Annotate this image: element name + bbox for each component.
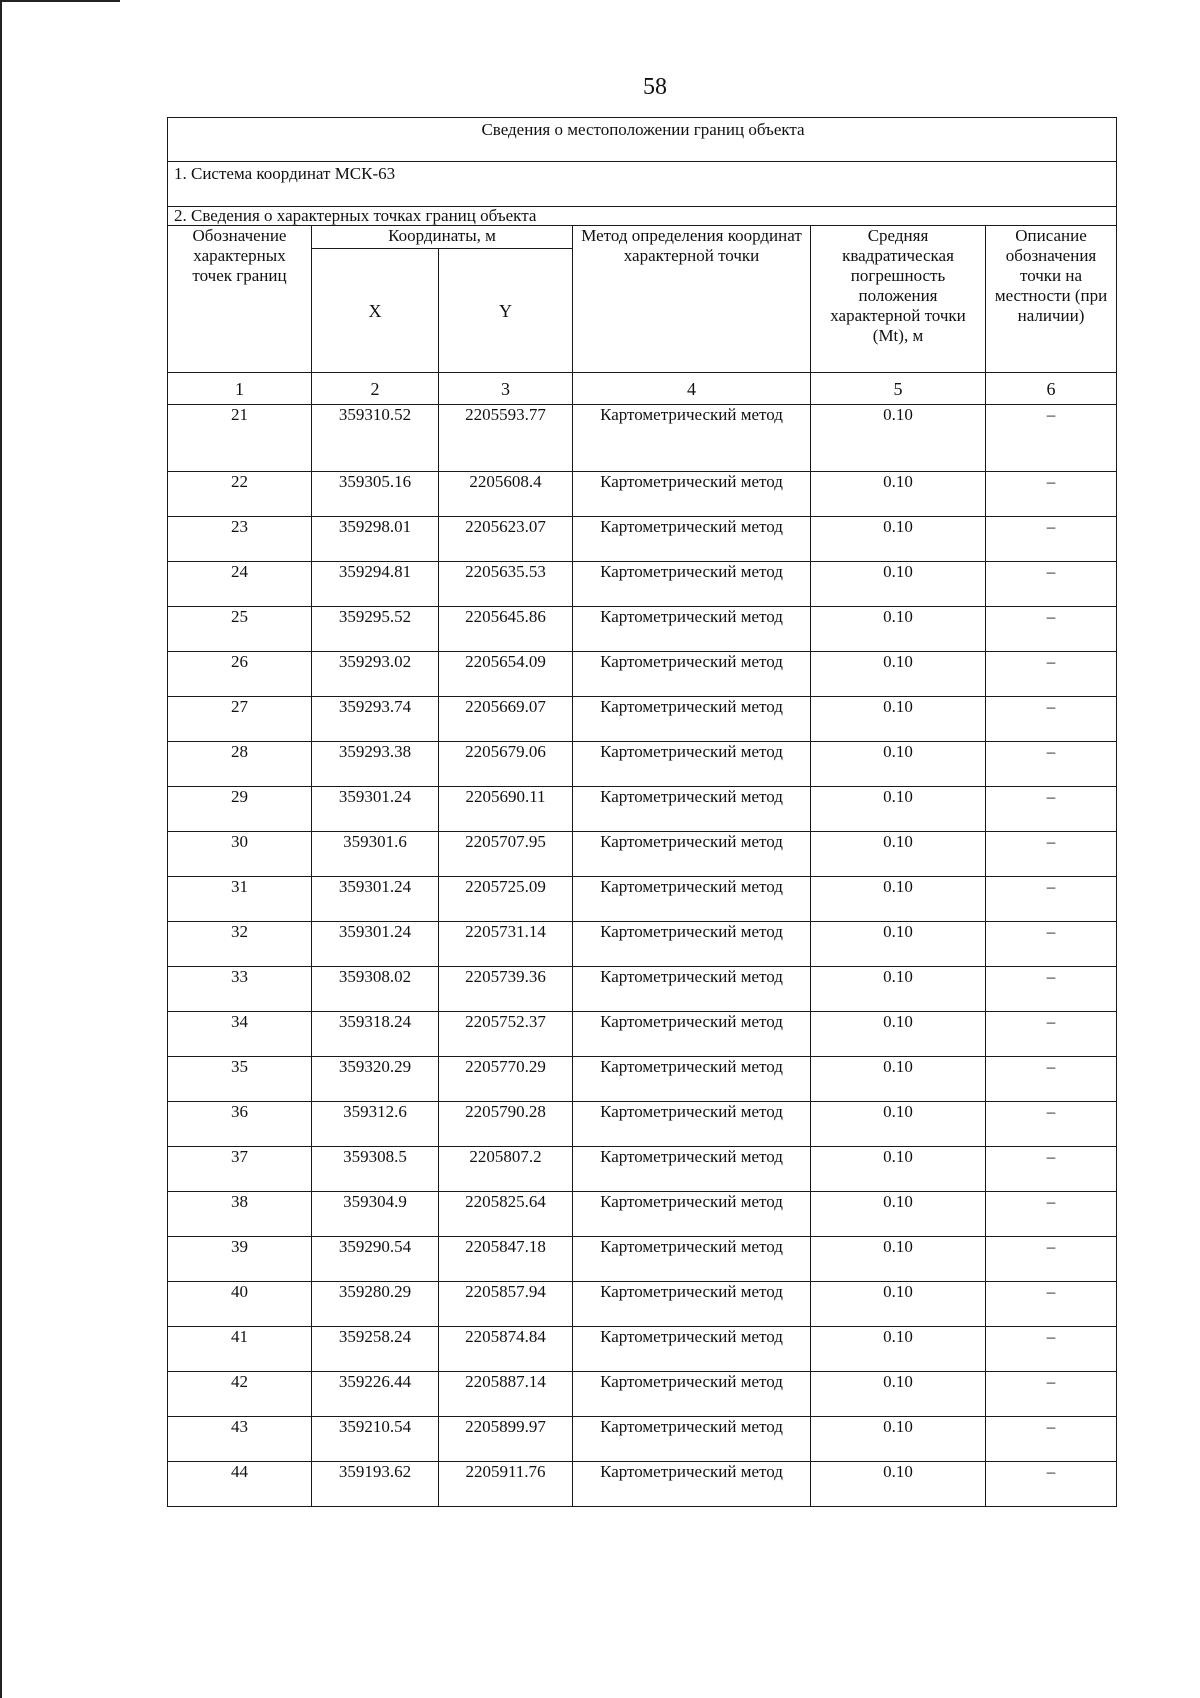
coordinate-system-row: [168, 162, 1117, 207]
error-value: 0.10: [811, 517, 986, 562]
error-value: 0.10: [811, 1462, 986, 1507]
scan-edge-left: [0, 0, 2, 1698]
method-cell: Картометрический метод: [573, 517, 811, 562]
point-number: 23: [168, 517, 312, 562]
coord-x: 359294.81: [312, 562, 439, 607]
point-number: 32: [168, 922, 312, 967]
coord-x: 359301.24: [312, 877, 439, 922]
method-cell: Картометрический метод: [573, 1012, 811, 1057]
coord-x: 359290.54: [312, 1237, 439, 1282]
description-cell: –: [986, 1237, 1117, 1282]
description-cell: –: [986, 652, 1117, 697]
coord-y: 2205847.18: [439, 1237, 573, 1282]
description-cell: –: [986, 517, 1117, 562]
table-row: [168, 1462, 1117, 1507]
table-row: [168, 405, 1117, 472]
description-cell: –: [986, 967, 1117, 1012]
description-cell: –: [986, 405, 1117, 472]
table-row: [168, 1327, 1117, 1372]
method-cell: Картометрический метод: [573, 1192, 811, 1237]
column-number: 6: [986, 373, 1117, 405]
section-title-row: [168, 207, 1117, 226]
coord-y: 2205825.64: [439, 1192, 573, 1237]
point-number: 41: [168, 1327, 312, 1372]
error-value: 0.10: [811, 967, 986, 1012]
method-cell: Картометрический метод: [573, 742, 811, 787]
error-value: 0.10: [811, 652, 986, 697]
table-row: [168, 607, 1117, 652]
coord-x: 359210.54: [312, 1417, 439, 1462]
column-number: 1: [168, 373, 312, 405]
table-row: [168, 1057, 1117, 1102]
coordinate-system: 1. Система координат МСК-63: [168, 162, 1117, 207]
table-row: [168, 472, 1117, 517]
point-number: 43: [168, 1417, 312, 1462]
header-coordinates: Координаты, м: [312, 226, 573, 249]
coord-x: 359280.29: [312, 1282, 439, 1327]
error-value: 0.10: [811, 1012, 986, 1057]
description-cell: –: [986, 1282, 1117, 1327]
description-cell: –: [986, 1327, 1117, 1372]
method-cell: Картометрический метод: [573, 1282, 811, 1327]
coord-y: 2205887.14: [439, 1372, 573, 1417]
description-cell: –: [986, 1372, 1117, 1417]
coord-x: 359293.02: [312, 652, 439, 697]
table-row: [168, 1012, 1117, 1057]
table-row: [168, 652, 1117, 697]
column-number: 5: [811, 373, 986, 405]
column-number: 2: [312, 373, 439, 405]
coord-y: 2205654.09: [439, 652, 573, 697]
table-row: [168, 1237, 1117, 1282]
coord-x: 359226.44: [312, 1372, 439, 1417]
coord-y: 2205645.86: [439, 607, 573, 652]
coord-x: 359193.62: [312, 1462, 439, 1507]
method-cell: Картометрический метод: [573, 1327, 811, 1372]
coord-x: 359298.01: [312, 517, 439, 562]
coord-x: 359293.38: [312, 742, 439, 787]
table-row: [168, 1282, 1117, 1327]
coord-x: 359320.29: [312, 1057, 439, 1102]
point-number: 38: [168, 1192, 312, 1237]
error-value: 0.10: [811, 1417, 986, 1462]
method-cell: Картометрический метод: [573, 967, 811, 1012]
header-description: Описание обозначения точки на местности (при наличии): [986, 226, 1117, 373]
header-designation: Обозначение характерных точек границ: [168, 226, 312, 373]
coord-y: 2205593.77: [439, 405, 573, 472]
header-y: Y: [439, 249, 573, 373]
method-cell: Картометрический метод: [573, 787, 811, 832]
coord-x: 359318.24: [312, 1012, 439, 1057]
header-error: Средняя квадратическая погрешность положения характерной точки (Mt), м: [811, 226, 986, 373]
description-cell: –: [986, 1462, 1117, 1507]
error-value: 0.10: [811, 607, 986, 652]
coord-y: 2205752.37: [439, 1012, 573, 1057]
table-row: [168, 1147, 1117, 1192]
error-value: 0.10: [811, 472, 986, 517]
point-number: 42: [168, 1372, 312, 1417]
coord-x: 359301.24: [312, 922, 439, 967]
coord-y: 2205690.11: [439, 787, 573, 832]
table-row: [168, 1417, 1117, 1462]
table-title: Сведения о местоположении границ объекта: [168, 118, 1117, 162]
method-cell: Картометрический метод: [573, 697, 811, 742]
description-cell: –: [986, 1192, 1117, 1237]
coord-x: 359308.5: [312, 1147, 439, 1192]
method-cell: Картометрический метод: [573, 1462, 811, 1507]
header-x: X: [312, 249, 439, 373]
point-number: 28: [168, 742, 312, 787]
scan-edge-top: [0, 0, 120, 2]
description-cell: –: [986, 1057, 1117, 1102]
coord-x: 359310.52: [312, 405, 439, 472]
point-number: 44: [168, 1462, 312, 1507]
coord-x: 359258.24: [312, 1327, 439, 1372]
coord-y: 2205679.06: [439, 742, 573, 787]
error-value: 0.10: [811, 832, 986, 877]
error-value: 0.10: [811, 1057, 986, 1102]
description-cell: –: [986, 1147, 1117, 1192]
coord-x: 359312.6: [312, 1102, 439, 1147]
coord-x: 359295.52: [312, 607, 439, 652]
point-number: 35: [168, 1057, 312, 1102]
description-cell: –: [986, 742, 1117, 787]
point-number: 25: [168, 607, 312, 652]
point-number: 29: [168, 787, 312, 832]
header-row: [168, 226, 1117, 249]
point-number: 24: [168, 562, 312, 607]
description-cell: –: [986, 832, 1117, 877]
table-row: [168, 1192, 1117, 1237]
table-row: [168, 787, 1117, 832]
error-value: 0.10: [811, 742, 986, 787]
point-number: 26: [168, 652, 312, 697]
table-row: [168, 877, 1117, 922]
coord-x: 359301.6: [312, 832, 439, 877]
coord-y: 2205739.36: [439, 967, 573, 1012]
method-cell: Картометрический метод: [573, 1237, 811, 1282]
point-number: 40: [168, 1282, 312, 1327]
error-value: 0.10: [811, 405, 986, 472]
boundary-points-table: [167, 117, 1117, 1507]
description-cell: –: [986, 787, 1117, 832]
table-row: [168, 697, 1117, 742]
error-value: 0.10: [811, 1102, 986, 1147]
error-value: 0.10: [811, 697, 986, 742]
method-cell: Картометрический метод: [573, 562, 811, 607]
method-cell: Картометрический метод: [573, 1417, 811, 1462]
error-value: 0.10: [811, 1237, 986, 1282]
coord-y: 2205874.84: [439, 1327, 573, 1372]
error-value: 0.10: [811, 877, 986, 922]
error-value: 0.10: [811, 1327, 986, 1372]
point-number: 21: [168, 405, 312, 472]
table-row: [168, 832, 1117, 877]
error-value: 0.10: [811, 922, 986, 967]
description-cell: –: [986, 607, 1117, 652]
column-number-row: [168, 373, 1117, 405]
table-row: [168, 517, 1117, 562]
method-cell: Картометрический метод: [573, 472, 811, 517]
point-number: 22: [168, 472, 312, 517]
description-cell: –: [986, 877, 1117, 922]
point-number: 39: [168, 1237, 312, 1282]
coord-y: 2205731.14: [439, 922, 573, 967]
method-cell: Картометрический метод: [573, 1147, 811, 1192]
method-cell: Картометрический метод: [573, 1057, 811, 1102]
description-cell: –: [986, 922, 1117, 967]
coord-y: 2205669.07: [439, 697, 573, 742]
section-title: 2. Сведения о характерных точках границ объекта: [168, 207, 1117, 226]
column-number: 4: [573, 373, 811, 405]
coord-y: 2205911.76: [439, 1462, 573, 1507]
description-cell: –: [986, 1417, 1117, 1462]
table-row: [168, 742, 1117, 787]
point-number: 27: [168, 697, 312, 742]
coord-x: 359293.74: [312, 697, 439, 742]
method-cell: Картометрический метод: [573, 1372, 811, 1417]
method-cell: Картометрический метод: [573, 1102, 811, 1147]
coord-y: 2205857.94: [439, 1282, 573, 1327]
error-value: 0.10: [811, 1147, 986, 1192]
point-number: 37: [168, 1147, 312, 1192]
point-number: 33: [168, 967, 312, 1012]
coord-y: 2205707.95: [439, 832, 573, 877]
header-method: Метод определения координат характерной точки: [573, 226, 811, 373]
coord-y: 2205608.4: [439, 472, 573, 517]
coord-y: 2205770.29: [439, 1057, 573, 1102]
description-cell: –: [986, 562, 1117, 607]
description-cell: –: [986, 697, 1117, 742]
method-cell: Картометрический метод: [573, 877, 811, 922]
method-cell: Картометрический метод: [573, 652, 811, 697]
point-number: 36: [168, 1102, 312, 1147]
coord-x: 359308.02: [312, 967, 439, 1012]
column-number: 3: [439, 373, 573, 405]
description-cell: –: [986, 472, 1117, 517]
table-title-row: [168, 118, 1117, 162]
error-value: 0.10: [811, 1192, 986, 1237]
page-number: 58: [643, 74, 667, 100]
table-row: [168, 922, 1117, 967]
method-cell: Картометрический метод: [573, 607, 811, 652]
coord-y: 2205725.09: [439, 877, 573, 922]
coord-x: 359305.16: [312, 472, 439, 517]
error-value: 0.10: [811, 787, 986, 832]
method-cell: Картометрический метод: [573, 405, 811, 472]
point-number: 34: [168, 1012, 312, 1057]
table-row: [168, 1372, 1117, 1417]
coord-y: 2205635.53: [439, 562, 573, 607]
coord-y: 2205899.97: [439, 1417, 573, 1462]
coord-y: 2205623.07: [439, 517, 573, 562]
point-number: 30: [168, 832, 312, 877]
table-row: [168, 1102, 1117, 1147]
coord-y: 2205807.2: [439, 1147, 573, 1192]
description-cell: –: [986, 1102, 1117, 1147]
error-value: 0.10: [811, 562, 986, 607]
coord-x: 359304.9: [312, 1192, 439, 1237]
description-cell: –: [986, 1012, 1117, 1057]
coord-y: 2205790.28: [439, 1102, 573, 1147]
method-cell: Картометрический метод: [573, 922, 811, 967]
method-cell: Картометрический метод: [573, 832, 811, 877]
coord-x: 359301.24: [312, 787, 439, 832]
error-value: 0.10: [811, 1282, 986, 1327]
point-number: 31: [168, 877, 312, 922]
table-row: [168, 967, 1117, 1012]
table-row: [168, 562, 1117, 607]
error-value: 0.10: [811, 1372, 986, 1417]
